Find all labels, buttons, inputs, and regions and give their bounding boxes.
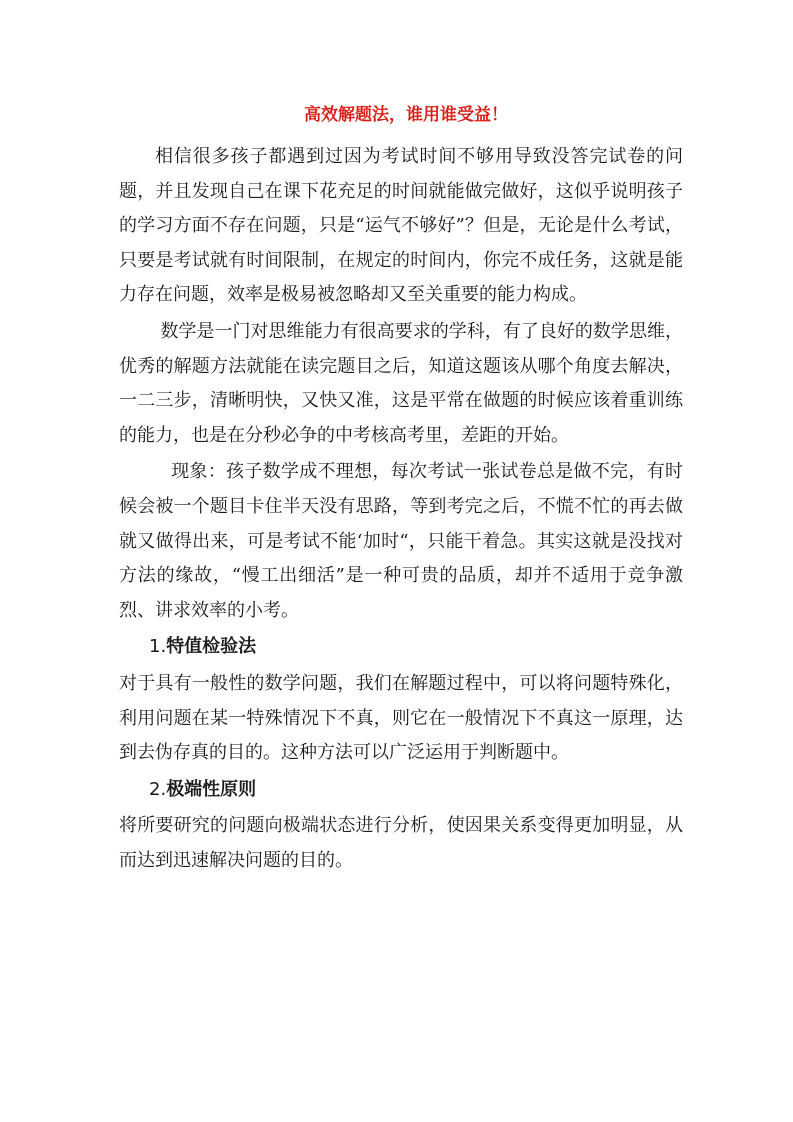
- document-title: 高效解题法，谁用谁受益！: [304, 105, 508, 125]
- section-text-1: 对于具有一般性的数学问题，我们在解题过程中，可以将问题特殊化，利用问题在某一特殊情况下不真，则它在一般情况下不真这一原理，达到去伪存真的目的。这种方法可以广泛运用于判断题中。: [119, 672, 683, 764]
- paragraph-intro: 相信很多孩子都遇到过因为考试时间不够用导致没答完试卷的问题，并且发现自己在课下花充足的时间就能做完做好，这似乎说明孩子的学习方面不存在问题，只是“运气不够好”？但是，无论是什么考试，只要是考试就有时间限制，在规定的时间内，你完不成任务，这就是能力存在问题，效率是极易被忽略却又至关重要的能力构成。: [119, 146, 683, 306]
- section-title-1: 特值检验法: [166, 636, 257, 658]
- section-heading-1: [119, 630, 683, 665]
- section-text-2: 将所要研究的问题向极端状态进行分析，使因果关系变得更加明显，从而达到迅速解决问题的目的。: [119, 815, 683, 871]
- section-heading-2: [119, 773, 683, 808]
- section-title-2: 极端性原则: [166, 778, 257, 800]
- paragraph-math-thinking: 数学是一门对思维能力有很高要求的学科，有了良好的数学思维，优秀的解题方法就能在读完题目之后，知道这题该从哪个角度去解决，一二三步，清晰明快，又快又准，这是平常在做题的时候应该着重训练的能力，也是在分秒必争的中考核高考里，差距的开始。: [119, 320, 683, 446]
- section-number-2: 2.: [149, 778, 167, 800]
- section-number-1: 1.: [149, 636, 167, 658]
- paragraph-phenomenon: 现象：孩子数学成不理想，每次考试一张试卷总是做不完，有时候会被一个题目卡住半天没有思路，等到考完之后，不慌不忙的再去做就又做得出来，可是考试不能‘加时“，只能干着急。其实这就是没找对方法的缘故，“慢工出细活”是一种可贵的品质，却并不适用于竞争激烈、讲求效率的小考。: [119, 461, 683, 621]
